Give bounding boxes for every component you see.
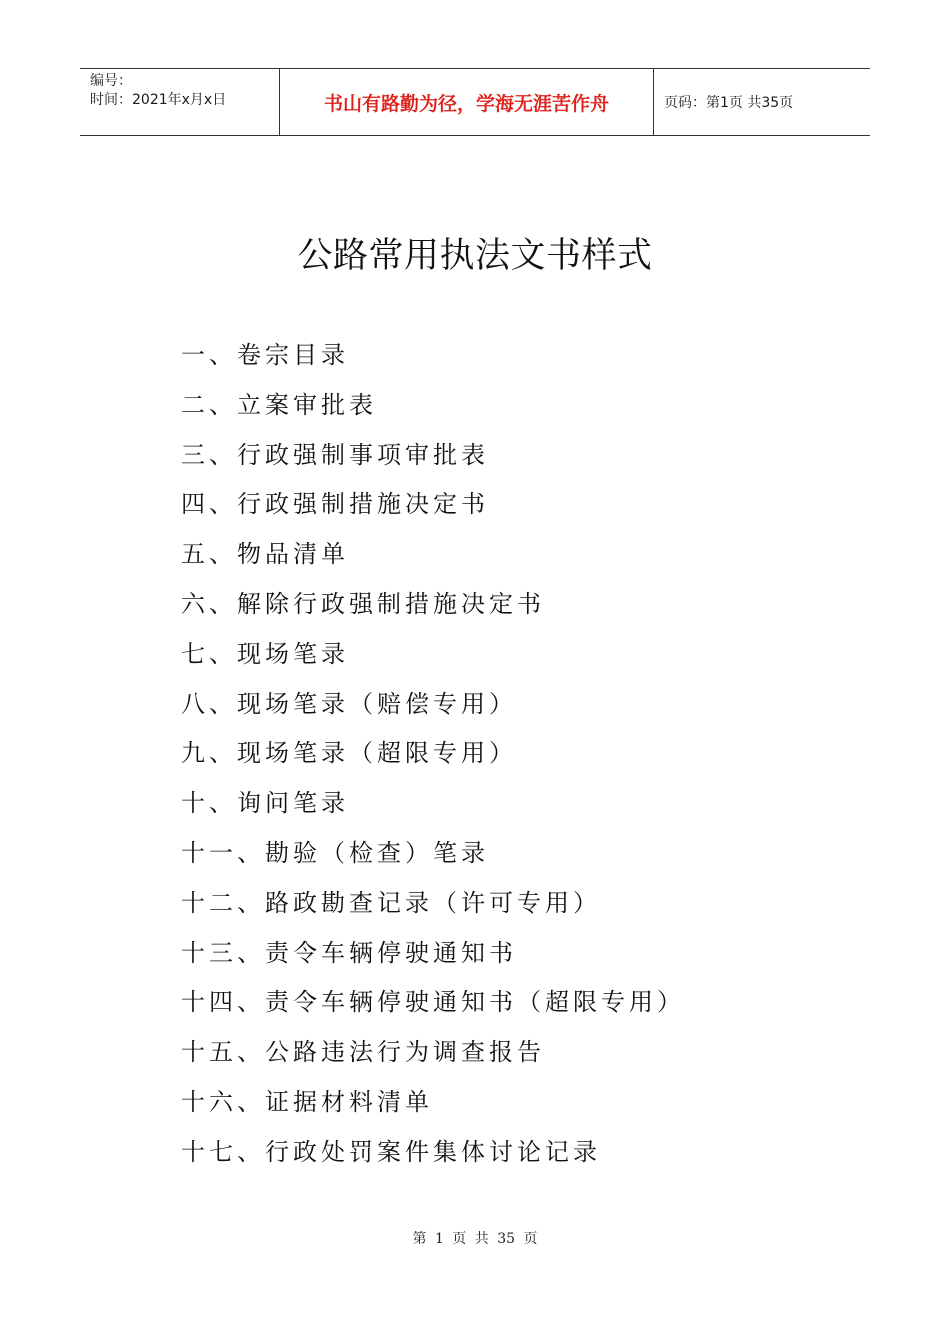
document-title: 公路常用执法文书样式 bbox=[297, 236, 653, 276]
header-meta bbox=[80, 69, 280, 135]
toc-item: 八、现场笔录（赔偿专用） bbox=[181, 689, 517, 718]
page-footer: 第 1 页 共 35 页 bbox=[412, 1231, 538, 1247]
toc-item: 九、现场笔录（超限专用） bbox=[181, 739, 517, 768]
date-line: 时间：2021年x月x日 bbox=[90, 92, 227, 108]
toc-list bbox=[181, 338, 685, 1185]
toc-item: 十五、公路违法行为调查报告 bbox=[181, 1038, 545, 1067]
header-motto: 书山有路勤为径，学海无涯苦作舟 bbox=[280, 69, 654, 135]
toc-item: 五、物品清单 bbox=[181, 540, 349, 569]
toc-item: 十二、路政勘查记录（许可专用） bbox=[181, 888, 601, 917]
toc-item: 一、卷宗目录 bbox=[181, 341, 349, 369]
toc-item: 二、立案审批表 bbox=[181, 390, 377, 419]
toc-item: 十六、证据材料清单 bbox=[181, 1087, 433, 1116]
page-header bbox=[80, 68, 870, 136]
number-label: 编号： bbox=[90, 73, 132, 89]
toc-item: 三、行政强制事项审批表 bbox=[181, 440, 489, 469]
toc-item: 十三、责令车辆停驶通知书 bbox=[181, 938, 517, 967]
toc-item: 七、现场笔录 bbox=[181, 639, 349, 668]
toc-item: 十七、行政处罚案件集体讨论记录 bbox=[181, 1137, 601, 1166]
toc-item: 十、询问笔录 bbox=[181, 789, 349, 818]
toc-item: 十一、勘验（检查）笔录 bbox=[181, 838, 489, 867]
toc-item: 六、解除行政强制措施决定书 bbox=[181, 589, 545, 618]
toc-item: 四、行政强制措施决定书 bbox=[181, 490, 489, 519]
header-page-info: 页码：第1页 共35页 bbox=[664, 95, 794, 111]
toc-item: 十四、责令车辆停驶通知书（超限专用） bbox=[181, 988, 685, 1017]
